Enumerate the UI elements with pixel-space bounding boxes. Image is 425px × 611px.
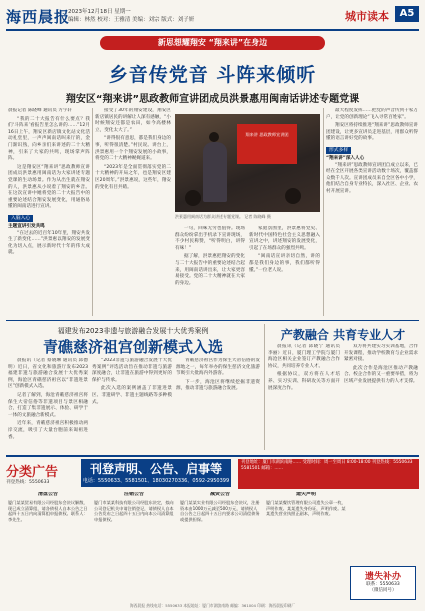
lead-photo [175, 114, 320, 212]
speaker-head [209, 132, 219, 142]
ad-title: 清盘公告 [37, 492, 58, 497]
section-rule [6, 320, 419, 321]
column-divider [264, 324, 265, 450]
paragraph: 晨报讯（记者 蔡晓琳 通讯员 邱德明）近日，省文化和旅游厅发布2023福建非遗与旅游融合发展十大优秀案例，海沧区青礁慈济祖宫以“非遗进景区”创新模式入选。 [8, 358, 88, 390]
paragraph: “我的二十大报告有什么要点？我们‘斗阵来’看报告里怎么讲的……”12月16日上午，翔安区新店镇文化站文化活动礼堂里，一声声闽南话叫来厅的，金门渐识熟，向乡亲们来讲述的二十大精神，引来了大家的共鸣，现场掌声阵阵。 [8, 116, 90, 162]
issue-date: 2023年12月18日 星期一 [68, 9, 131, 15]
paragraph: “2023年是全面贯彻落实党的二十大精神的开局之年，也是翔安区建区20周年。”洪景惠说，这些年，翔安的变化有目共睹。 [95, 164, 171, 190]
story2-headline: 青礁慈济祖宫创新模式入选 [42, 338, 223, 356]
classifieds-hotline: 刊登热线：5550633 [6, 480, 50, 485]
paragraph: 青礁慈济祖宫作为保生大帝信俗的发源地之一，每年举办的保生慈济文化旅游节吸引大批海内外游客。 [176, 358, 260, 377]
classifieds-banner-title: 刊登声明、公告、启事等 [89, 462, 222, 476]
story2-kicker: 福建发布2023非遗与旅游融合发展十大优秀案例 [57, 327, 209, 335]
section-tag: 入脑入心 [8, 215, 33, 222]
lost-notice-phone: 联系：5550633 [366, 582, 400, 587]
photo-caption: 洪景惠用闽南话为群众讲述专题党课。 记者 陈晓峰 摄 [175, 214, 271, 219]
ad-text: 厦门某某实业有限公司经股东会决议，注册资本由1000万元减至500万元，请债权人自公告之日起四十五日内要求公司清偿债务或提供担保。 [180, 499, 260, 523]
subsection-title: “翔来讲”深入人心 [326, 155, 365, 161]
column-divider [92, 108, 93, 316]
ad-column [266, 492, 346, 602]
subsection-title: 主题宣讲引发共鸣 [8, 223, 45, 229]
classifieds-info: 刊登地址：厦门市湖滨南路…… 受理时间：周一至周日 8:00-18:00 刊登热线：5550633 5581501 邮箱：…… [238, 459, 419, 489]
classifieds-phones: 电话：5550633、5581501、18030270336、0592-2950399 [82, 478, 230, 484]
ad-title: 减资公告 [209, 492, 230, 497]
presentation-screen: 翔来讲 思政教师宣讲团 [237, 124, 297, 164]
page-number: A5 [395, 6, 419, 22]
ad-column [180, 492, 260, 602]
page-footer: 海西晨报 热线电话：5550633 本报地址：厦门市湖滨南路 邮编：361004 印刷：海西晨报印刷厂 [129, 603, 296, 608]
section-name: 城市读本 [345, 10, 389, 23]
lost-notice-title: 遗失补办 [364, 572, 401, 582]
paragraph: “讲得很有意思，都是我们身边的事，听得很清楚。”村民说。讲台上，洪景惠用一个个翔安发展的小故事，将党的二十大精神娓娓道来。 [95, 136, 171, 162]
paragraph: “在过去的近百年10年里，翔安共发生了新变化……”洪景惠以翔安的发展变化为切入点，展示新时代十年的伟大成就。 [8, 230, 90, 256]
ad-column [8, 492, 88, 602]
paragraph: 双方将共建实习实训基地，合作开发课程，推动学校教育与企业需求紧密对接。 [344, 344, 418, 363]
lead-headline: 乡音传党音 斗阵来倾听 [108, 64, 317, 86]
column-divider [323, 108, 324, 316]
classifieds-header [6, 455, 419, 489]
paragraph: 记者了解到，海沧青礁慈济祖宫将保生大帝信俗等非遗项目与景区相融合，打造了集非遗展示、体验、研学于一体的文旅融合新模式。 [8, 392, 88, 418]
ad-title: 遗失声明 [295, 492, 316, 497]
editor-credits: 编辑：林然 校对：王雅清 美编：刘宗 版式：刘子妍 [68, 17, 195, 23]
story2-column-2 [92, 358, 172, 450]
ad-text: 厦门某某贸易有限公司经股东会决议解散，现已成立清算组，请各债权人自本公告之日起四十五日内向清算组申报债权。联系人：李先生。 [8, 499, 88, 523]
story3-headline: 产教融合 共育专业人才 [280, 328, 406, 342]
lead-byline: 晨报记者 陈晓峰 通讯员 方宇轩 [8, 108, 73, 113]
issue-info [68, 8, 194, 24]
paragraph: 晨报讯（记者 邱晓宁 通讯员 李丽）近日，厦门理工学院与厦门海沧区相关企业签订产教融合合作协议，共同培养专业人才。 [268, 344, 340, 369]
lost-notice-wechat: （微信同号） [369, 588, 397, 593]
column-banner: 新思想耀翔安 “翔来讲”在身边 [100, 36, 325, 50]
speaker-figure [203, 142, 227, 202]
paragraph: “翔来讲”思政教师宣讲团自成立以来，已经在全区开展各类宣讲活动数十场次，覆盖群众数千人次。宣讲团成员来自全区各中小学，他们结合自身专业特长，深入社区、企业、农村开展宣讲。 [326, 162, 418, 194]
lead-column-3 [175, 226, 245, 316]
section-tag: 形式多样 [326, 147, 351, 154]
lead-column-2 [95, 108, 171, 316]
ad-title: 注销公告 [123, 492, 144, 497]
masthead-rule [6, 29, 419, 31]
paragraph: 家庭氛围里，洪景惠将党史、新时代中国特色社会主义思想融入宣讲之中，讲述翔安的发展变化，引起了在场群众的强烈共鸣。 [249, 226, 320, 251]
paragraph: “2023非遗与旅游融合发展十大优秀案例”评选活动旨在推动非遗与旅游深度融合，让非遗在旅游中得到更好的保护与传承。 [92, 358, 172, 383]
classifieds-title: 分类广告 [6, 465, 59, 480]
lead-column-4 [249, 226, 320, 316]
lead-subhead: 翔安区“翔来讲”思政教师宣讲团成员洪景惠用闽南话讲述专题党课 [65, 94, 360, 105]
paragraph: 下一步，海沧区将继续挖掘非遗资源，推动非遗与旅游融合发展。 [176, 379, 260, 392]
masthead [6, 4, 419, 30]
paragraph: “闽南话宣讲亲切自然，讲的都是我们身边的事，我们都听得懂。”一位老人说。 [249, 254, 320, 273]
paragraph: 据了解，洪景惠把翔安的变化与二十大报告中的重要论述结合起来，用闽南话讲出来，让大家更容易接受。党的二十大精神就在大家的身边。 [175, 254, 245, 286]
ad-column [94, 492, 174, 602]
paragraph: 最大程度发挥……把党的声音传到千家万户，让党的创新理论“飞入寻常百姓家”。 [326, 108, 418, 120]
paragraph: 根据协议，双方将在人才培养、实习实训、科研攻关等方面开展深度合作。 [268, 372, 340, 391]
paragraph: 一句，回味无穷也值得。现场群众纷纷拿出手机录下宣讲现场，不少村民称赞，“听得明白，讲得有味！” [175, 226, 245, 251]
paragraph: 此次合作是海沧区推动产教融合、校企合作的又一重要举措，将为区域产业发展提供有力的人才支撑。 [344, 365, 418, 384]
lead-column-5 [326, 108, 418, 316]
lost-notice-box [350, 566, 416, 600]
story2-column-1 [8, 358, 88, 450]
paragraph: 这是翔安区“翔来讲”思政教师宣讲团成员洪景惠用闽南话为大家讲述专题党课的生动场景。作为从出生就在翔安的人，洪景惠从小说着了翔安的乡音。在这次宣讲中她将党的二十大报告中的重要论述结合翔安发展变化，用通俗易懂的闽南话进行宣讲。 [8, 164, 90, 210]
lead-column-1 [8, 108, 90, 316]
paragraph: 此次入选的案例涵盖了非遗进景区、非遗研学、非遗主题线路等多种模式。 [92, 386, 172, 405]
paragraph: 近年来，青礁慈济祖宫积极推动两岸交流，吸引了大量台胞前来谒祖进香。 [8, 421, 88, 440]
classifieds-banner [81, 459, 231, 487]
paragraph: 翔安区将持续推进“翔来讲”思政教师宣讲团建设，让更多宣讲员走进基层，用群众听得懂的语言讲好党的故事。 [326, 123, 418, 142]
story3-column-1 [268, 344, 340, 450]
ad-text: 厦门市某某科技有限公司经股东决定，拟向公司登记机关申请注销登记，请债权人自本公告发布之日起四十五日内向本公司清算组申报债权。 [94, 499, 174, 523]
story3-column-2 [344, 344, 418, 450]
paragraph: 接受了30年的翔安建设，翔安区新店镇居民的讲解让人深有感触，“小时候翔安还都是农田，如今高楼林立，变化太大了。” [95, 108, 171, 133]
ad-text: 厦门某某餐饮管理有限公司遗失公章一枚，声明作废。某某遗失身份证，声明作废。某某遗失营业执照正副本，声明作废。 [266, 499, 346, 517]
audience-head [285, 188, 301, 204]
newspaper-logo: 海西晨报 [6, 8, 71, 26]
story2-column-3 [176, 358, 260, 450]
audience-head [185, 190, 201, 206]
